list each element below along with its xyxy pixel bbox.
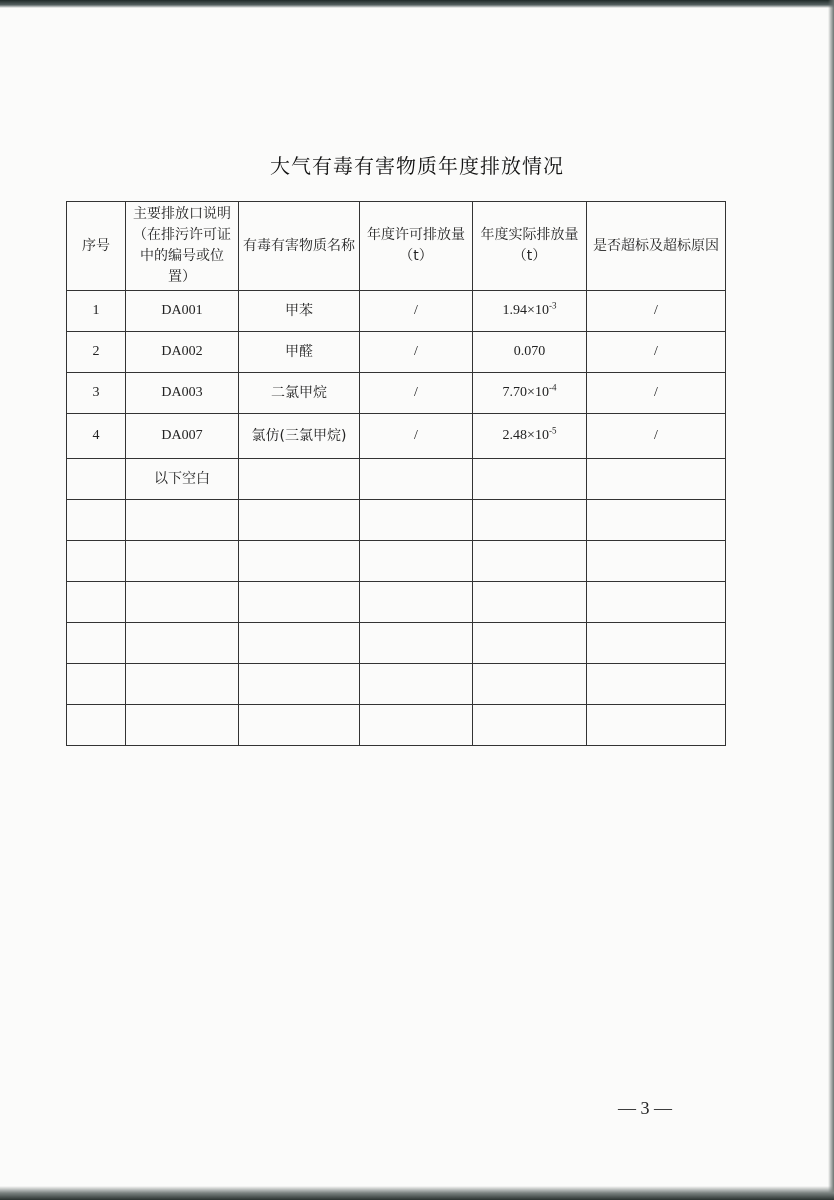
empty-cell [587, 541, 726, 582]
header-permitted-emission: 年度许可排放量（t） [360, 202, 473, 291]
empty-cell [587, 705, 726, 746]
empty-cell [587, 623, 726, 664]
header-outlet-description: 主要排放口说明（在排污许可证中的编号或位置） [126, 202, 239, 291]
table-row [67, 332, 726, 373]
empty-cell [126, 500, 239, 541]
actual-exponent: -4 [548, 382, 557, 393]
actual-base: 1.94×10 [502, 303, 549, 318]
empty-cell [67, 705, 126, 746]
actual-exponent: -5 [548, 425, 557, 436]
empty-cell [360, 459, 473, 500]
emission-table [66, 201, 726, 746]
empty-cell [239, 541, 360, 582]
cell-substance: 甲醛 [239, 332, 360, 373]
cell-exceedance: / [587, 291, 726, 332]
cell-actual [473, 373, 587, 414]
cell-exceedance: / [587, 332, 726, 373]
empty-cell [360, 623, 473, 664]
empty-cell [587, 582, 726, 623]
scan-edge-right [828, 0, 834, 1200]
cell-actual [473, 332, 587, 373]
cell-serial-number: 3 [67, 373, 126, 414]
cell-serial-number: 1 [67, 291, 126, 332]
empty-cell [67, 459, 126, 500]
empty-cell [473, 705, 587, 746]
empty-cell [473, 623, 587, 664]
empty-cell [239, 582, 360, 623]
table-row-blank-note [67, 459, 726, 500]
empty-cell [587, 664, 726, 705]
table-header-row [67, 202, 726, 291]
header-actual-emission: 年度实际排放量（t） [473, 202, 587, 291]
empty-cell [473, 500, 587, 541]
cell-permitted: / [360, 373, 473, 414]
empty-cell [360, 500, 473, 541]
empty-cell [126, 582, 239, 623]
empty-cell [67, 500, 126, 541]
actual-base: 2.48×10 [502, 428, 549, 443]
cell-substance: 二氯甲烷 [239, 373, 360, 414]
table-row-empty [67, 582, 726, 623]
empty-cell [126, 664, 239, 705]
actual-exponent: -3 [548, 300, 557, 311]
actual-base: 7.70×10 [502, 385, 549, 400]
empty-cell [360, 541, 473, 582]
empty-cell [126, 623, 239, 664]
cell-permitted: / [360, 414, 473, 459]
cell-substance: 甲苯 [239, 291, 360, 332]
table-row-empty [67, 623, 726, 664]
document-title: 大气有毒有害物质年度排放情况 [270, 154, 564, 178]
empty-cell [126, 705, 239, 746]
page-number: — 3 — [618, 1098, 672, 1118]
scan-edge-bottom [0, 1186, 834, 1200]
cell-serial-number: 4 [67, 414, 126, 459]
header-serial-number: 序号 [67, 202, 126, 291]
empty-cell [239, 623, 360, 664]
empty-cell [587, 459, 726, 500]
cell-actual [473, 291, 587, 332]
empty-cell [67, 664, 126, 705]
empty-cell [67, 582, 126, 623]
table-row-empty [67, 500, 726, 541]
empty-cell [473, 582, 587, 623]
actual-base: 0.070 [513, 344, 546, 359]
cell-serial-number: 2 [67, 332, 126, 373]
empty-cell [360, 664, 473, 705]
empty-cell [587, 500, 726, 541]
empty-cell [473, 541, 587, 582]
empty-cell [239, 664, 360, 705]
empty-cell [239, 459, 360, 500]
scan-edge-top [0, 0, 834, 8]
empty-cell [360, 705, 473, 746]
cell-actual [473, 414, 587, 459]
empty-cell [239, 705, 360, 746]
cell-exceedance: / [587, 414, 726, 459]
table-row [67, 414, 726, 459]
empty-cell [360, 582, 473, 623]
cell-outlet: DA001 [126, 291, 239, 332]
cell-outlet: DA007 [126, 414, 239, 459]
empty-cell [239, 500, 360, 541]
cell-outlet: DA003 [126, 373, 239, 414]
header-exceedance: 是否超标及超标原因 [587, 202, 726, 291]
empty-cell [473, 664, 587, 705]
cell-substance: 氯仿(三氯甲烷) [239, 414, 360, 459]
empty-cell [473, 459, 587, 500]
table-row-empty [67, 705, 726, 746]
cell-permitted: / [360, 332, 473, 373]
table-row-empty [67, 541, 726, 582]
table-row-empty [67, 664, 726, 705]
cell-permitted: / [360, 291, 473, 332]
cell-outlet: DA002 [126, 332, 239, 373]
empty-cell [126, 541, 239, 582]
empty-cell [67, 541, 126, 582]
table-row [67, 291, 726, 332]
empty-cell [67, 623, 126, 664]
table-row [67, 373, 726, 414]
cell-blank-note: 以下空白 [126, 459, 239, 500]
header-substance-name: 有毒有害物质名称 [239, 202, 360, 291]
cell-exceedance: / [587, 373, 726, 414]
